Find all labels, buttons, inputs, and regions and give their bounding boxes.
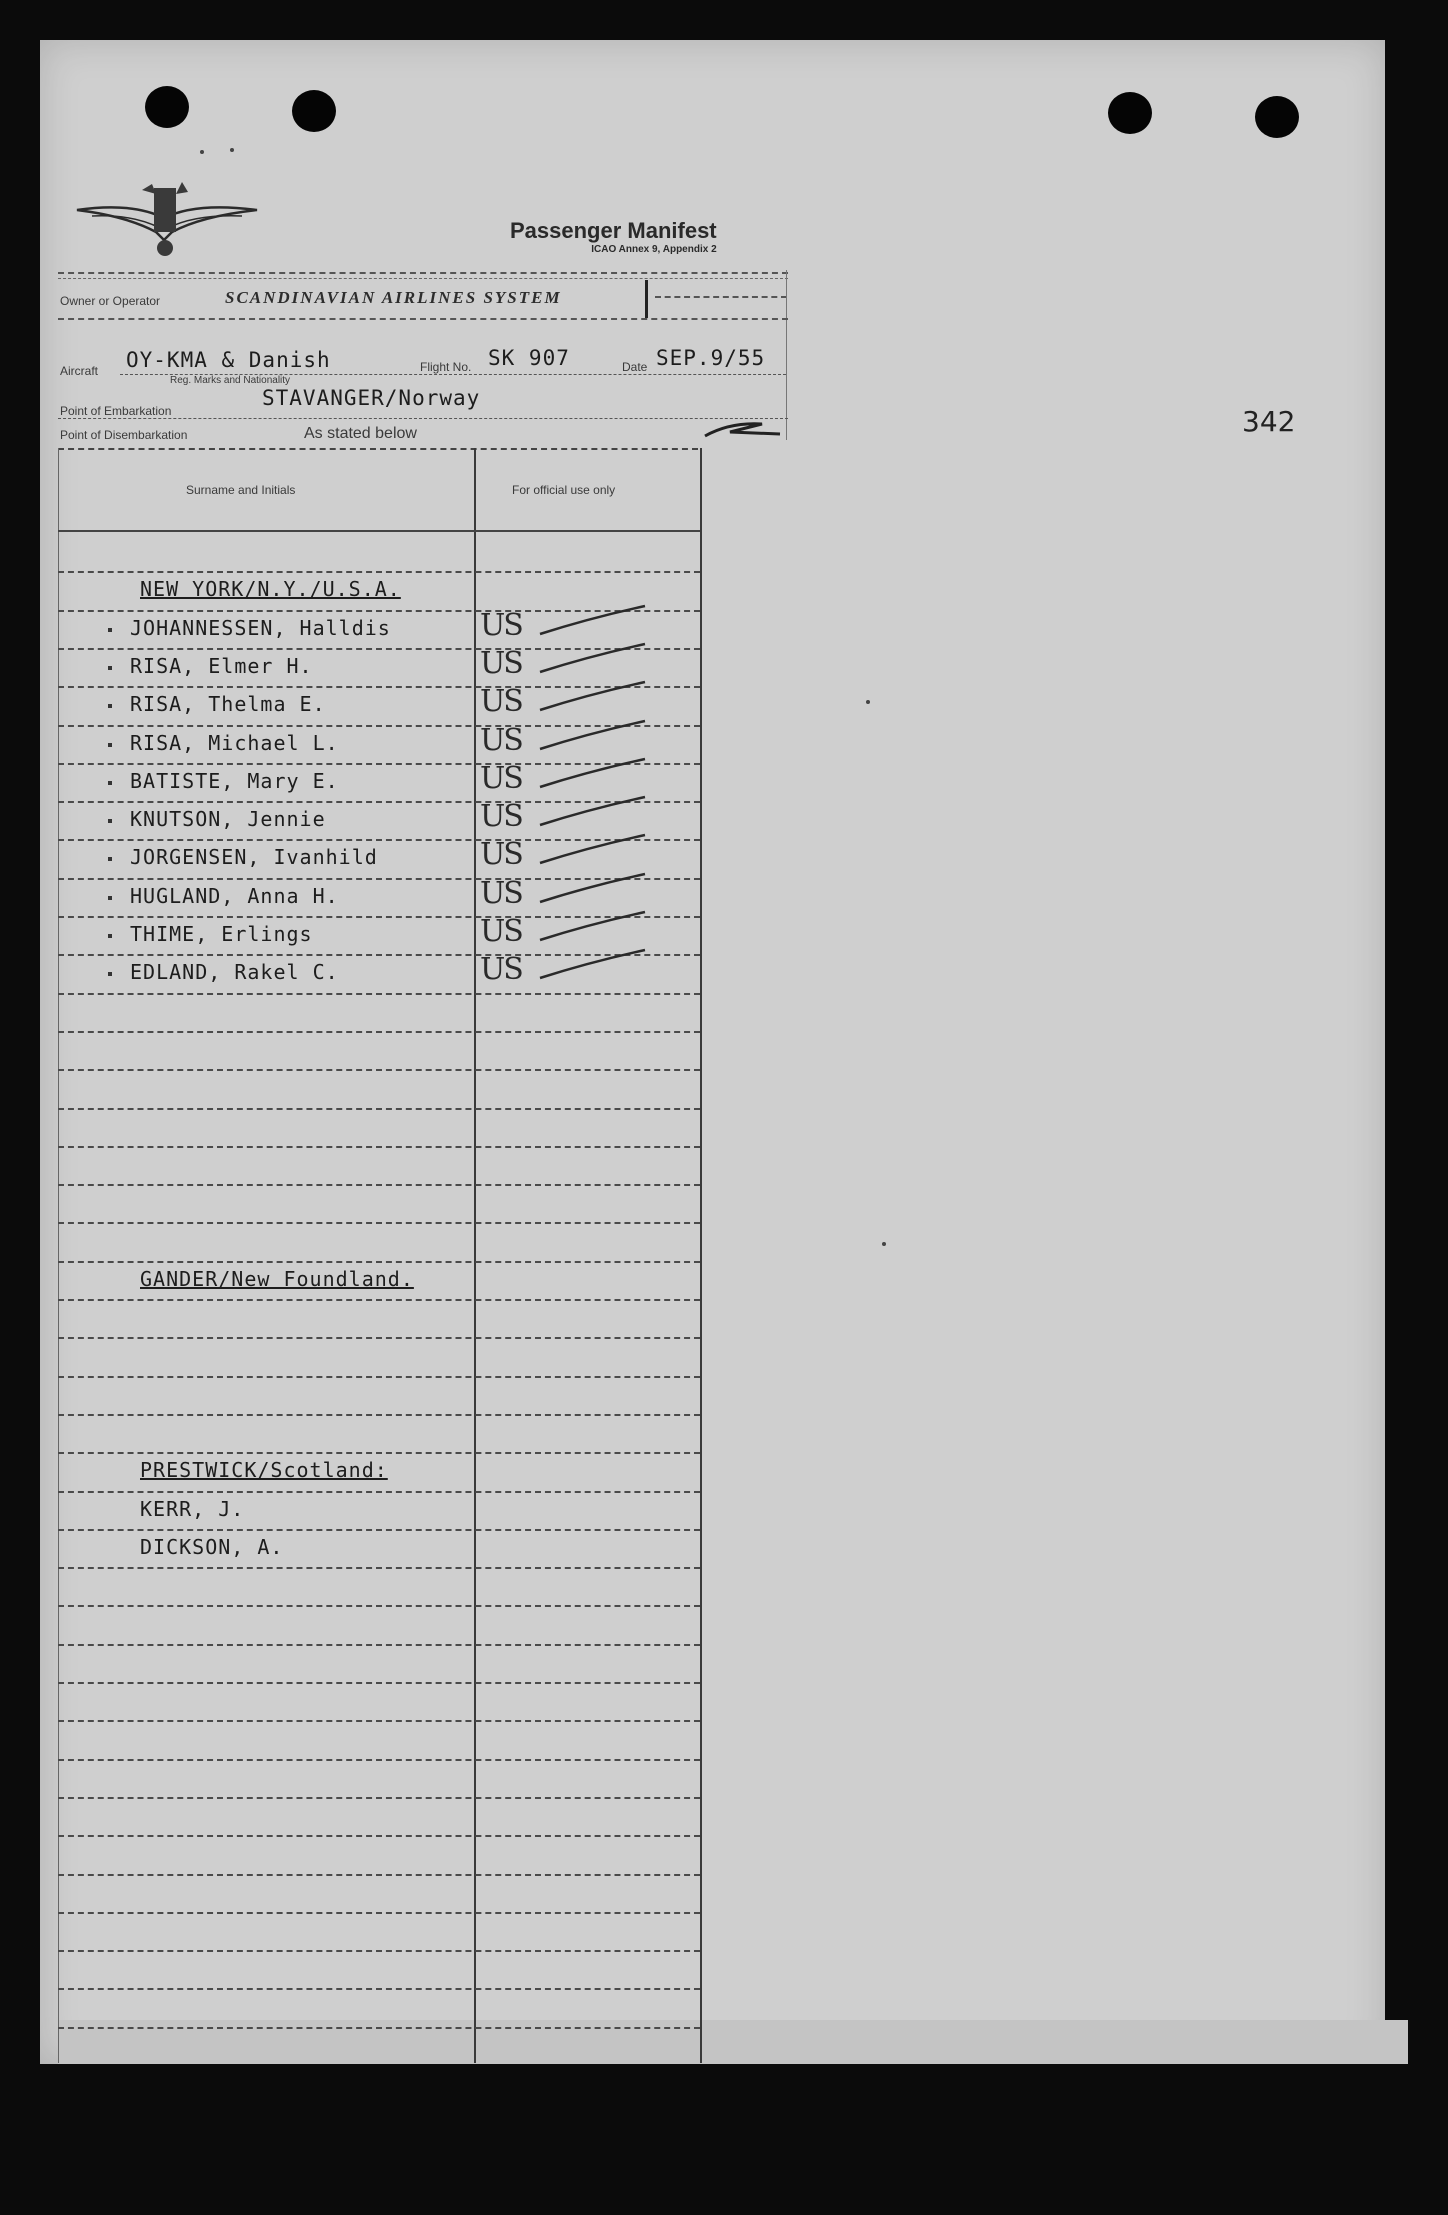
header-divider — [58, 272, 788, 274]
official-mark: US — [480, 799, 522, 834]
table-row-line — [58, 1376, 700, 1378]
section-heading: NEW YORK/N.Y./U.S.A. — [140, 577, 401, 601]
official-mark: US — [480, 837, 522, 872]
row-tick-mark — [108, 743, 112, 747]
date-value: SEP.9/55 — [656, 346, 766, 370]
flight-label: Flight No. — [420, 360, 472, 374]
table-row-line — [58, 1184, 700, 1186]
check-stroke — [530, 598, 660, 638]
table-row-line — [58, 1988, 700, 1990]
table-row-line — [58, 1567, 700, 1569]
table-row-line — [58, 2027, 700, 2029]
passenger-name: DICKSON, A. — [140, 1535, 284, 1559]
table-row-line — [58, 1644, 700, 1646]
row-tick-mark — [108, 934, 112, 938]
table-row-line — [58, 1337, 700, 1339]
passenger-name: JOHANNESSEN, Halldis — [130, 616, 391, 640]
section-heading: PRESTWICK/Scotland: — [140, 1458, 388, 1482]
disembark-value: As stated below — [304, 425, 417, 442]
table-row-line — [58, 1950, 700, 1952]
column-divider — [474, 448, 476, 2063]
col-name-header: Surname and Initials — [186, 483, 296, 497]
table-row-line — [58, 1031, 700, 1033]
passenger-name: BATISTE, Mary E. — [130, 769, 339, 793]
row-tick-mark — [108, 704, 112, 708]
disembark-label: Point of Disembarkation — [60, 428, 188, 442]
check-stroke — [530, 866, 660, 906]
header-bottom-line — [58, 448, 698, 450]
page-number: 342 — [1242, 405, 1296, 438]
aircraft-value: OY-KMA & Danish — [126, 348, 331, 372]
row-tick-mark — [108, 972, 112, 976]
table-row-line — [58, 1414, 700, 1416]
table-row-line — [58, 571, 700, 573]
row-tick-mark — [108, 819, 112, 823]
passenger-name: THIME, Erlings — [130, 922, 313, 946]
row-tick-mark — [108, 781, 112, 785]
punch-hole — [292, 90, 336, 132]
aircraft-sublabel: Reg. Marks and Nationality — [170, 375, 291, 386]
passenger-name: KERR, J. — [140, 1497, 245, 1521]
table-row-line — [58, 1069, 700, 1071]
check-stroke — [530, 636, 660, 676]
passenger-name: RISA, Thelma E. — [130, 692, 326, 716]
check-stroke — [530, 751, 660, 791]
form-title: Passenger Manifest — [510, 218, 717, 243]
header-divider — [58, 278, 788, 279]
date-label: Date — [622, 360, 648, 374]
table-row-line — [58, 1452, 700, 1454]
official-mark: US — [480, 876, 522, 911]
table-row-line — [58, 1874, 700, 1876]
table-row-line — [58, 1835, 700, 1837]
check-stroke — [530, 789, 660, 829]
owner-underline — [58, 318, 788, 320]
table-row-line — [58, 1491, 700, 1493]
passenger-name: KNUTSON, Jennie — [130, 807, 326, 831]
header-divider — [655, 296, 787, 298]
row-tick-mark — [108, 857, 112, 861]
flight-value: SK 907 — [488, 346, 570, 370]
row-tick-mark — [108, 628, 112, 632]
punch-hole — [145, 86, 189, 128]
official-mark: US — [480, 684, 522, 719]
embark-underline — [58, 418, 788, 419]
table-row-line — [58, 1261, 700, 1263]
form-title-block — [510, 218, 717, 255]
table-row-line — [58, 1797, 700, 1799]
passenger-name: EDLAND, Rakel C. — [130, 960, 339, 984]
official-mark: US — [480, 646, 522, 681]
owner-label: Owner or Operator — [60, 294, 161, 308]
col-official-header: For official use only — [512, 483, 616, 497]
check-stroke — [530, 942, 660, 982]
table-right-border — [700, 448, 702, 2063]
row-tick-mark — [108, 666, 112, 670]
passenger-name: RISA, Michael L. — [130, 731, 339, 755]
table-row-line — [58, 1108, 700, 1110]
header-row-line — [58, 530, 700, 532]
passenger-name: HUGLAND, Anna H. — [130, 884, 339, 908]
check-stroke — [530, 713, 660, 753]
official-mark: US — [480, 608, 522, 643]
official-mark: US — [480, 723, 522, 758]
embark-label: Point of Embarkation — [60, 404, 172, 418]
check-stroke — [530, 827, 660, 867]
official-mark: US — [480, 952, 522, 987]
row-tick-mark — [108, 896, 112, 900]
table-row-line — [58, 1605, 700, 1607]
table-row-line — [58, 1529, 700, 1531]
aircraft-underline — [120, 374, 786, 375]
paper-speck — [866, 700, 870, 704]
form-subtitle: ICAO Annex 9, Appendix 2 — [591, 244, 717, 255]
table-row-line — [58, 1299, 700, 1301]
aircraft-label: Aircraft — [60, 364, 99, 378]
table-row-line — [58, 1682, 700, 1684]
official-mark: US — [480, 914, 522, 949]
official-mark: US — [480, 761, 522, 796]
passenger-name: JORGENSEN, Ivanhild — [130, 845, 378, 869]
check-stroke — [530, 904, 660, 944]
punch-hole — [1108, 92, 1152, 134]
header-separator — [645, 280, 648, 318]
passenger-name: RISA, Elmer H. — [130, 654, 313, 678]
pen-stroke — [700, 404, 790, 444]
section-heading: GANDER/New Foundland. — [140, 1267, 414, 1291]
table-row-line — [58, 1912, 700, 1914]
owner-value: SCANDINAVIAN AIRLINES SYSTEM — [225, 288, 562, 307]
check-stroke — [530, 674, 660, 714]
paper-speck — [200, 150, 204, 154]
table-row-line — [58, 1759, 700, 1761]
table-row-line — [58, 1146, 700, 1148]
table-row-line — [58, 1222, 700, 1224]
table-row-line — [58, 993, 700, 995]
paper-speck — [882, 1242, 886, 1246]
paper-speck — [230, 148, 234, 152]
table-row-line — [58, 1720, 700, 1722]
table-left-border — [58, 448, 59, 2063]
airline-wings-logo — [72, 180, 262, 265]
punch-hole — [1255, 96, 1299, 138]
embark-value: STAVANGER/Norway — [262, 386, 481, 410]
